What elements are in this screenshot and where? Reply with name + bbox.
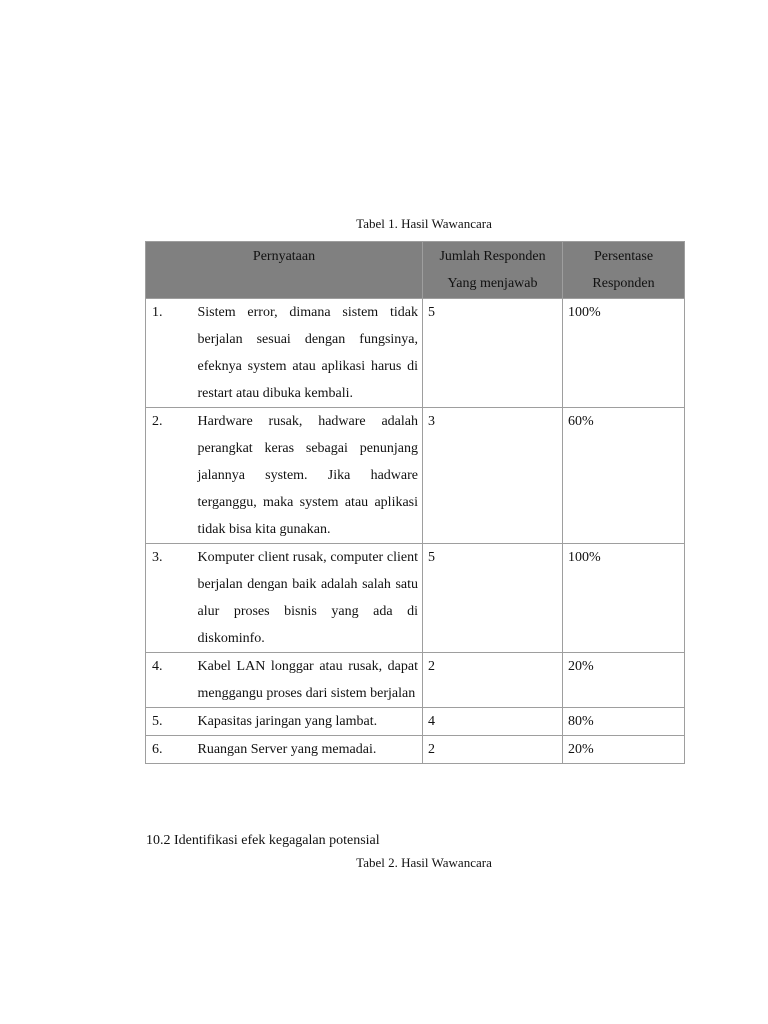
table-row <box>146 736 685 764</box>
header-percent-line1: Persentase <box>593 249 654 264</box>
row-number: 3. <box>146 544 198 653</box>
table-row <box>146 299 685 408</box>
header-count-line1: Jumlah Responden <box>439 249 546 264</box>
row-count: 5 <box>423 299 563 408</box>
row-percent: 100% <box>563 544 685 653</box>
table-1-caption: Tabel 1. Hasil Wawancara <box>356 216 492 231</box>
table-row <box>146 653 685 708</box>
row-number: 2. <box>146 408 198 544</box>
row-statement: Hardware rusak, hadware adalah perangkat keras sebagai penunjang jalannya system. Jika hadware terganggu, maka system atau aplikasi tidak bisa kita gunakan. <box>198 408 423 544</box>
row-statement: Kapasitas jaringan yang lambat. <box>198 708 423 736</box>
row-statement: Komputer client rusak, computer client berjalan dengan baik adalah salah satu alur proses bisnis yang ada di diskominfo. <box>198 544 423 653</box>
row-statement: Ruangan Server yang memadai. <box>198 736 423 764</box>
table-row <box>146 408 685 544</box>
interview-results-table <box>145 241 685 764</box>
row-number: 6. <box>146 736 198 764</box>
row-percent: 60% <box>563 408 685 544</box>
row-number: 5. <box>146 708 198 736</box>
row-number: 1. <box>146 299 198 408</box>
row-percent: 100% <box>563 299 685 408</box>
row-count: 2 <box>423 736 563 764</box>
header-count-line2: Yang menjawab <box>447 276 538 291</box>
row-statement: Kabel LAN longgar atau rusak, dapat menggangu proses dari sistem berjalan <box>198 653 423 708</box>
section-heading: 10.2 Identifikasi efek kegagalan potensial <box>146 833 380 848</box>
header-statement <box>146 242 423 299</box>
table-row <box>146 544 685 653</box>
header-percent-line2: Responden <box>592 276 655 291</box>
header-count <box>423 242 563 299</box>
row-count: 2 <box>423 653 563 708</box>
row-count: 5 <box>423 544 563 653</box>
row-percent: 80% <box>563 708 685 736</box>
row-count: 3 <box>423 408 563 544</box>
table-row <box>146 708 685 736</box>
row-number: 4. <box>146 653 198 708</box>
table-header-row <box>146 242 685 299</box>
row-count: 4 <box>423 708 563 736</box>
row-percent: 20% <box>563 736 685 764</box>
header-statement-label: Pernyataan <box>252 249 316 264</box>
table-2-caption: Tabel 2. Hasil Wawancara <box>356 855 492 870</box>
header-percent <box>563 242 685 299</box>
row-statement: Sistem error, dimana sistem tidak berjalan sesuai dengan fungsinya, efeknya system atau aplikasi harus di restart atau dibuka kembali. <box>198 299 423 408</box>
row-percent: 20% <box>563 653 685 708</box>
